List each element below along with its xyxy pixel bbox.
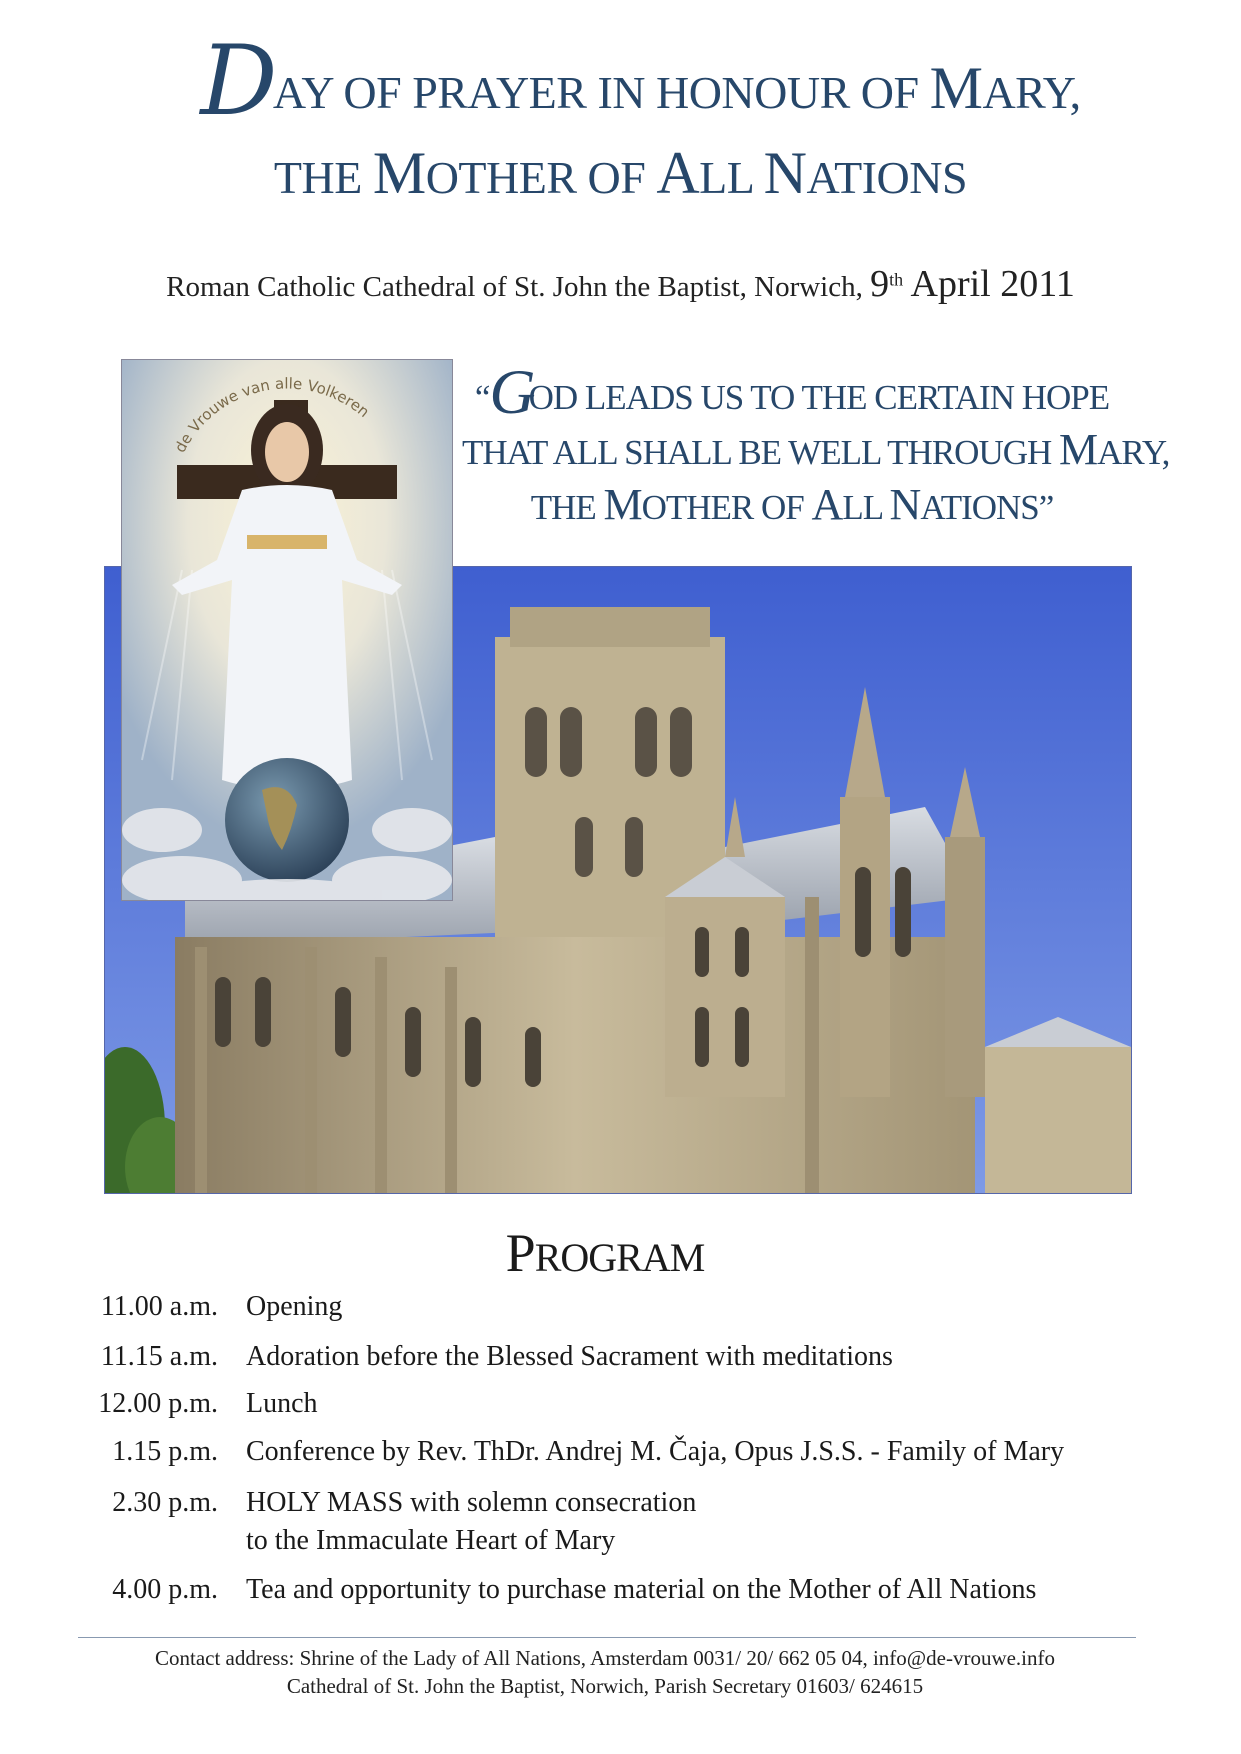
location-text: Roman Catholic Cathedral of St. John the Baptist, Norwich,: [166, 271, 871, 303]
schedule-time: 1.15 p.m.: [112, 1436, 218, 1467]
quote-block: [462, 356, 1170, 534]
schedule-description: [246, 1338, 1176, 1376]
schedule-description: [246, 1288, 1176, 1326]
schedule-description-line: to the Immaculate Heart of Mary: [246, 1525, 616, 1556]
quote-line-1: [462, 356, 1122, 427]
madonna-painting: [121, 359, 453, 901]
quote3-cap1: M: [603, 480, 642, 529]
title2-cap1: M: [372, 140, 426, 206]
schedule-description-line: Adoration before the Blessed Sacrament with meditations: [246, 1341, 893, 1372]
footer-divider: [78, 1637, 1136, 1638]
program-heading: [0, 1222, 1210, 1284]
title2-cap2: A: [656, 140, 700, 206]
quote3-cap2: A: [811, 480, 843, 529]
schedule-description: [246, 1484, 1176, 1560]
title-line-1-text: AY OF PRAYER IN HONOUR OF: [272, 67, 930, 118]
title2-part1: THE: [273, 152, 373, 203]
quote-open-mark: “: [474, 378, 490, 417]
title2-part2: OTHER OF: [425, 152, 657, 203]
quote-line-2-tail: ARY,: [1097, 433, 1170, 472]
quote3-c: LL: [842, 488, 890, 527]
painting-inscription-path: de Vrouwe van alle Volkeren: [170, 374, 373, 456]
quote3-b: OTHER OF: [641, 488, 812, 527]
date-suffix: th: [889, 269, 904, 290]
schedule-description-line: Lunch: [246, 1388, 318, 1419]
title2-cap3: N: [763, 140, 807, 206]
title-cap-m: M: [929, 55, 983, 121]
event-location-date: [0, 262, 1241, 306]
program-heading-cap: P: [505, 1223, 535, 1283]
quote-initial: G: [489, 356, 535, 427]
quote-line-3: [462, 479, 1122, 534]
quote3-a: THE: [530, 488, 604, 527]
lady-of-all-nations-illustration: [122, 360, 452, 900]
schedule-description: [246, 1571, 1176, 1609]
title2-part3: LL: [699, 152, 764, 203]
page-title: [0, 25, 1241, 218]
quote-line-2: [462, 424, 1170, 479]
quote-line-2-text: THAT ALL SHALL BE WELL THROUGH: [462, 433, 1060, 472]
quote-line-2-cap: M: [1059, 425, 1098, 474]
contact-footer: [0, 1644, 1210, 1700]
title-line-2: [0, 133, 1241, 218]
contact-line-1: Contact address: Shrine of the Lady of All Nations, Amsterdam 0031/ 20/ 662 05 04, info@de-vrouwe.info: [154, 1646, 1056, 1670]
program-heading-rest: ROGRAM: [534, 1235, 705, 1280]
schedule-description-line: HOLY MASS with solemn consecration: [246, 1487, 697, 1518]
schedule-time: 11.00 a.m.: [100, 1291, 218, 1322]
contact-line-2: Cathedral of St. John the Baptist, Norwich, Parish Secretary 01603/ 624615: [286, 1674, 924, 1698]
schedule-time: 2.30 p.m.: [112, 1487, 218, 1518]
quote-line-1-text: OD LEADS US TO THE CERTAIN HOPE: [528, 378, 1110, 417]
schedule-time: 4.00 p.m.: [112, 1574, 218, 1605]
quote3-cap3: N: [889, 480, 921, 529]
quote3-d: ATIONS”: [920, 488, 1054, 527]
schedule-description-line: Conference by Rev. ThDr. Andrej M. Čaja, Opus J.S.S. - Family of Mary: [246, 1436, 1065, 1467]
title-initial: D: [200, 25, 277, 137]
title-line-1: [0, 25, 1241, 137]
schedule-description: [246, 1385, 1176, 1423]
schedule-time: 11.15 a.m.: [100, 1341, 218, 1372]
schedule-time: 12.00 p.m.: [98, 1388, 218, 1419]
title-line-1-tail: ARY,: [982, 67, 1081, 118]
date-month-year: April 2011: [903, 263, 1075, 305]
date-day: 9: [870, 263, 890, 305]
schedule-description: [246, 1433, 1176, 1471]
schedule-description-line: Opening: [246, 1291, 343, 1322]
schedule-description-line: Tea and opportunity to purchase material on the Mother of All Nations: [246, 1574, 1037, 1605]
title2-part4: ATIONS: [806, 152, 968, 203]
